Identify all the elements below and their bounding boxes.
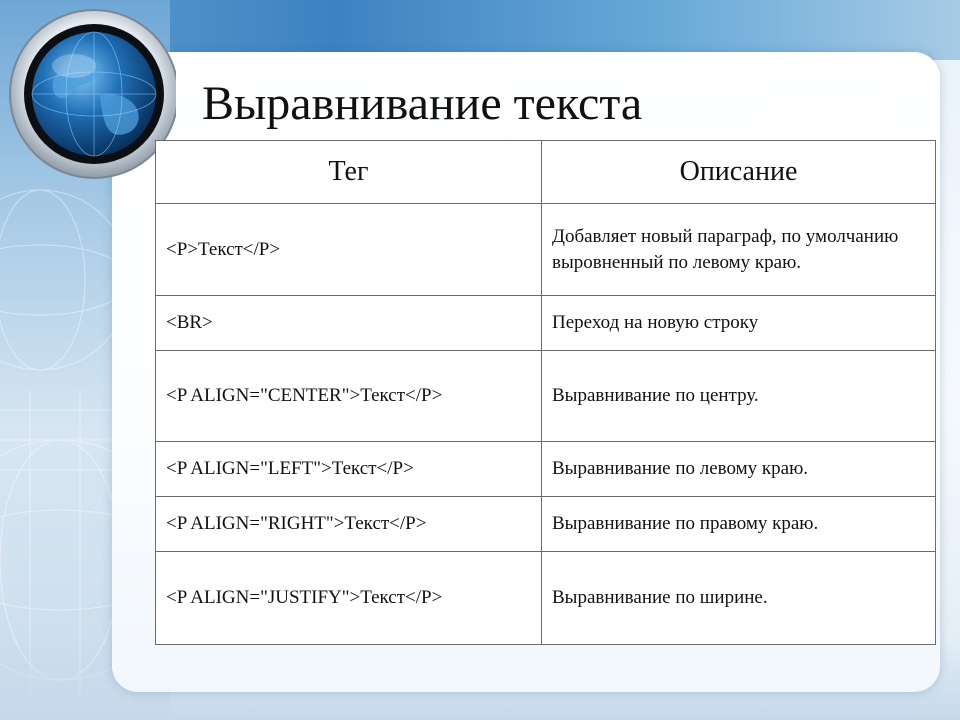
table-row (156, 204, 936, 296)
description-cell: Переход на новую строку (542, 296, 936, 351)
table-row (156, 296, 936, 351)
description-cell: Выравнивание по ширине. (542, 552, 936, 645)
table-row (156, 351, 936, 442)
tag-cell: <P ALIGN="JUSTIFY">Текст</P> (156, 552, 542, 645)
column-header-tag: Тег (156, 141, 542, 204)
globe-icon (2, 0, 176, 190)
tag-cell: <P ALIGN="LEFT">Текст</P> (156, 442, 542, 497)
table-row (156, 552, 936, 645)
description-cell: Добавляет новый параграф, по умолчанию выровненный по левому краю. (542, 204, 936, 296)
description-cell: Выравнивание по правому краю. (542, 497, 936, 552)
tag-table (155, 140, 936, 645)
tag-cell: <BR> (156, 296, 542, 351)
table-header-row (156, 141, 936, 204)
column-header-description: Описание (542, 141, 936, 204)
table-row (156, 497, 936, 552)
tag-cell: <P ALIGN="CENTER">Текст</P> (156, 351, 542, 442)
tag-cell: <P>Текст</P> (156, 204, 542, 296)
description-cell: Выравнивание по левому краю. (542, 442, 936, 497)
slide-title: Выравнивание текста (202, 77, 643, 130)
table-row (156, 442, 936, 497)
tag-cell: <P ALIGN="RIGHT">Текст</P> (156, 497, 542, 552)
description-cell: Выравнивание по центру. (542, 351, 936, 442)
